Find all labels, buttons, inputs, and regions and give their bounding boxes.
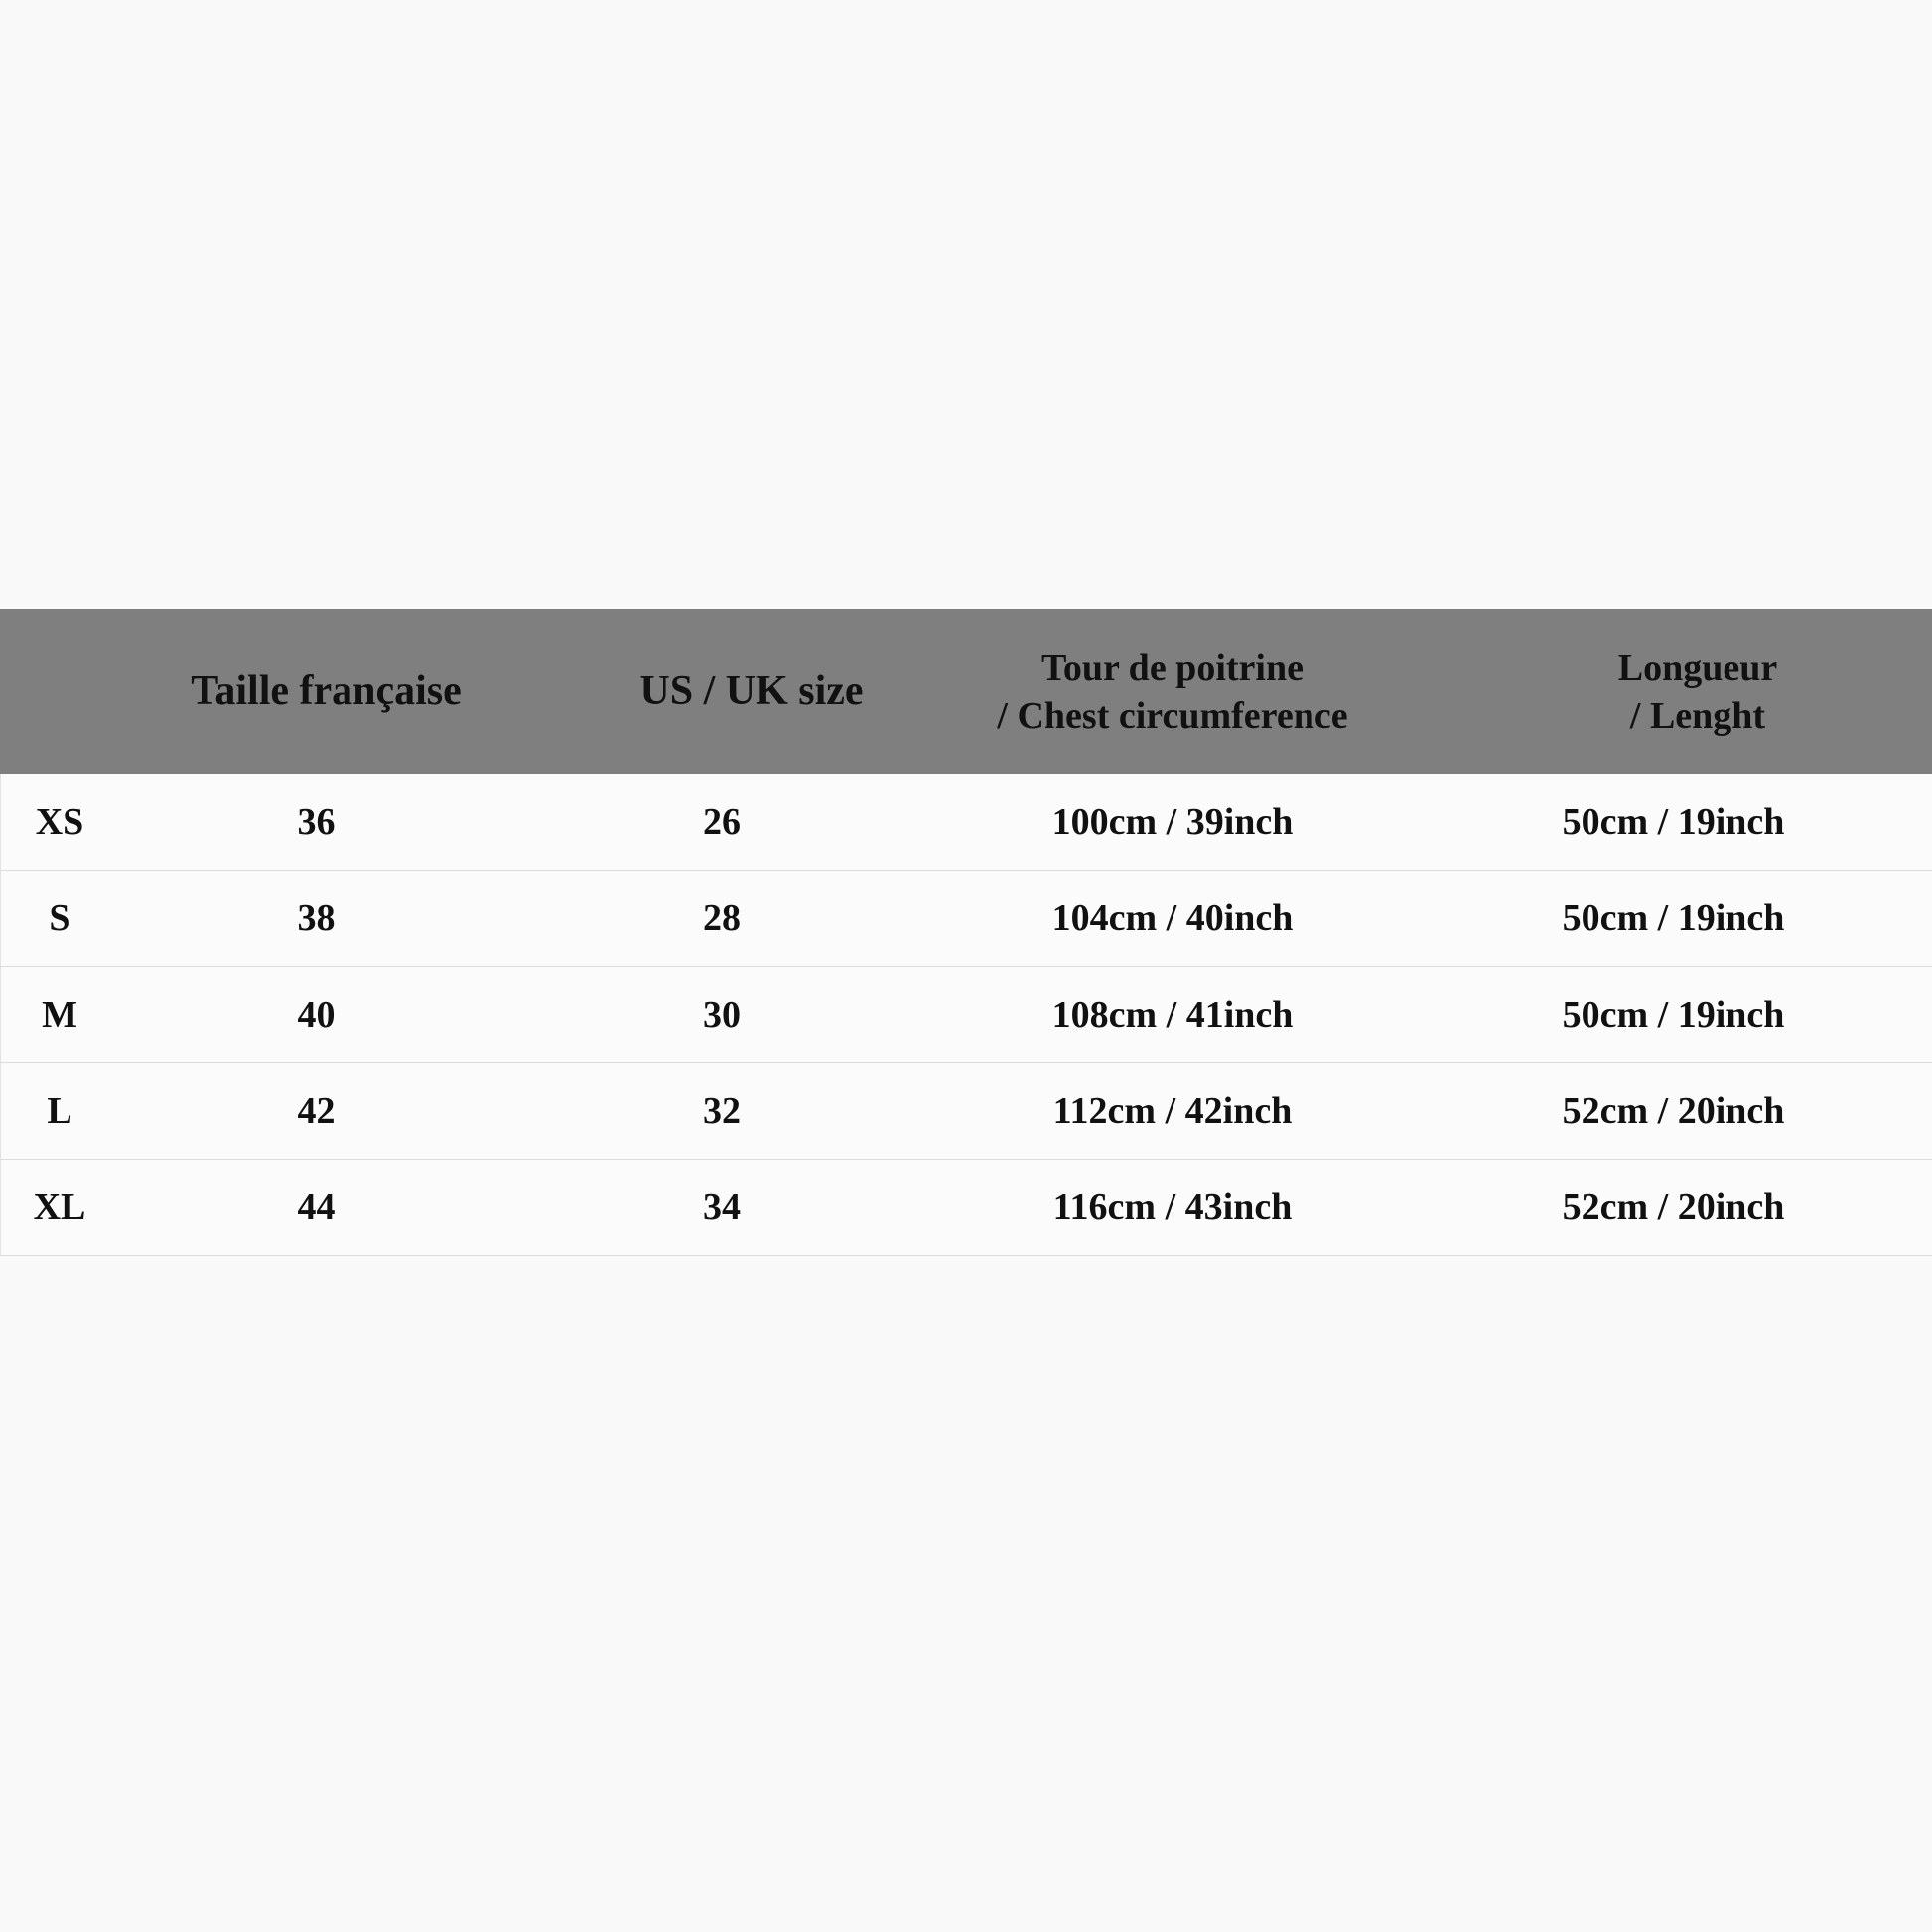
size-label-cell: XL bbox=[33, 1186, 86, 1228]
table-header-row bbox=[0, 609, 1932, 774]
size-chart-table bbox=[0, 609, 1932, 1256]
french-size-cell: 38 bbox=[297, 897, 336, 939]
size-label-cell: XS bbox=[35, 801, 84, 843]
chest-cell: 104cm / 40inch bbox=[1051, 897, 1294, 939]
header-chest-circumference: Tour de poitrine / Chest circumference bbox=[997, 646, 1348, 737]
us-uk-size-cell: 32 bbox=[703, 1090, 741, 1132]
header-length: Longueur / Lenght bbox=[1617, 646, 1778, 737]
length-cell: 50cm / 19inch bbox=[1562, 897, 1785, 939]
length-cell: 52cm / 20inch bbox=[1562, 1186, 1785, 1228]
french-size-cell: 44 bbox=[297, 1186, 336, 1228]
table-left-border bbox=[0, 774, 1, 1255]
header-french-size: Taille française bbox=[191, 668, 462, 714]
us-uk-size-cell: 34 bbox=[703, 1186, 741, 1228]
us-uk-size-cell: 30 bbox=[703, 994, 741, 1035]
french-size-cell: 42 bbox=[297, 1090, 336, 1132]
length-cell: 52cm / 20inch bbox=[1562, 1090, 1785, 1132]
table-row-xs bbox=[0, 774, 1932, 871]
table-row-l bbox=[0, 1063, 1932, 1160]
table-row-m bbox=[0, 967, 1932, 1063]
table-row-xl bbox=[0, 1160, 1932, 1256]
us-uk-size-cell: 26 bbox=[703, 801, 741, 843]
table-row-s bbox=[0, 871, 1932, 967]
us-uk-size-cell: 28 bbox=[703, 897, 741, 939]
length-cell: 50cm / 19inch bbox=[1562, 801, 1785, 843]
chest-cell: 108cm / 41inch bbox=[1051, 994, 1294, 1035]
length-cell: 50cm / 19inch bbox=[1562, 994, 1785, 1035]
size-label-cell: M bbox=[42, 994, 77, 1035]
size-label-cell: S bbox=[49, 897, 70, 939]
chest-cell: 100cm / 39inch bbox=[1051, 801, 1294, 843]
size-label-cell: L bbox=[47, 1090, 72, 1132]
header-us-uk-size: US / UK size bbox=[639, 668, 864, 714]
chest-cell: 112cm / 42inch bbox=[1052, 1090, 1293, 1132]
french-size-cell: 40 bbox=[297, 994, 336, 1035]
french-size-cell: 36 bbox=[297, 801, 336, 843]
chest-cell: 116cm / 43inch bbox=[1052, 1186, 1293, 1228]
